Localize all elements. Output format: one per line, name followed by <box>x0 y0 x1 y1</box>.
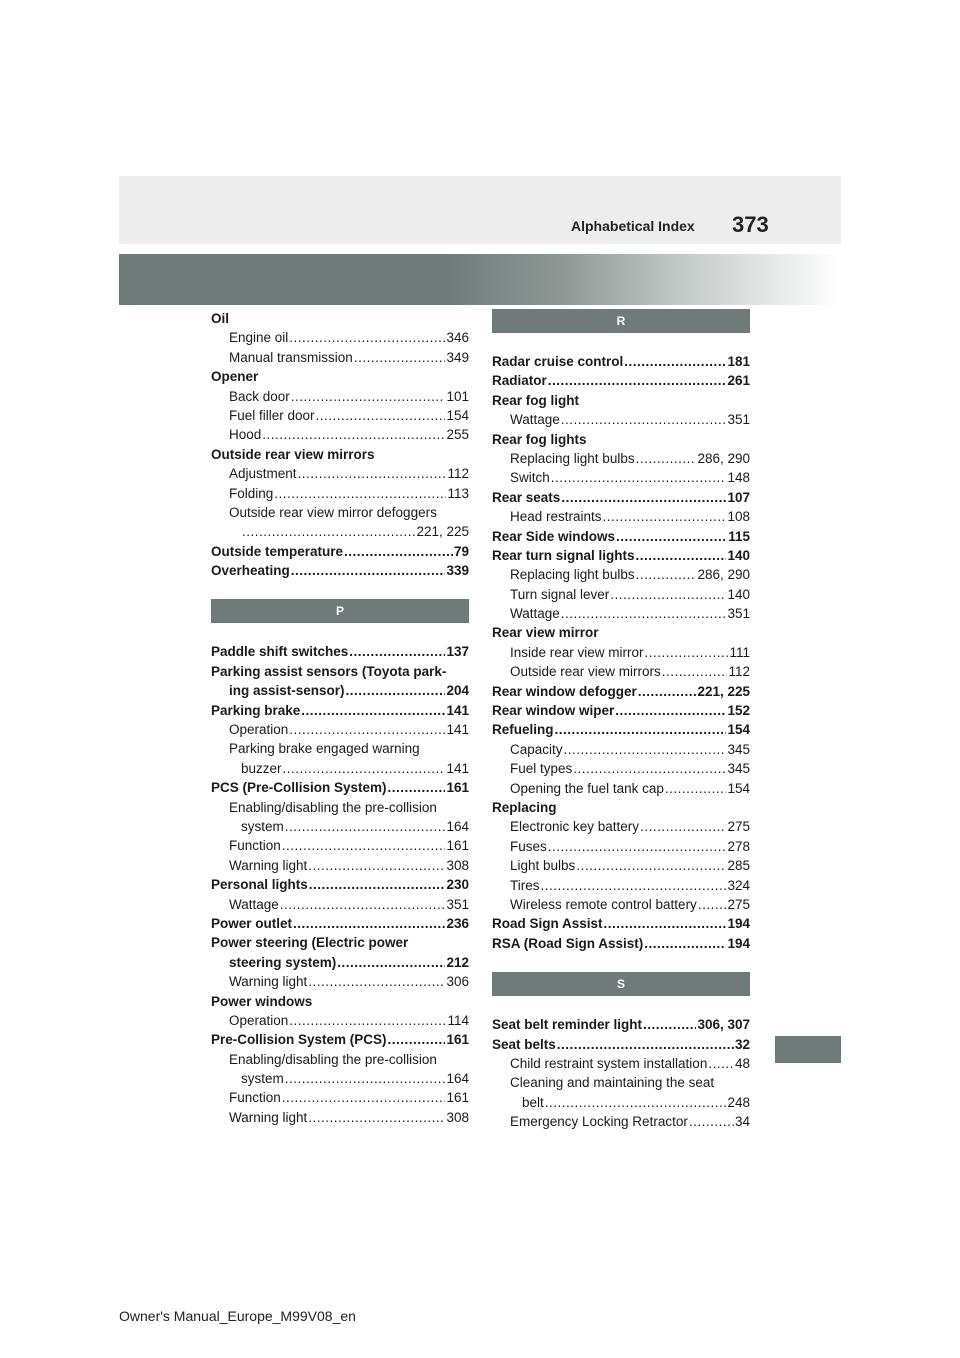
entry-label: Rear fog lights <box>492 431 587 447</box>
index-entry <box>492 527 750 546</box>
entry-page-number[interactable]: 48 <box>734 1055 750 1071</box>
leader-dots <box>280 895 446 914</box>
entry-page-number[interactable]: 34 <box>734 1114 750 1130</box>
footer-text: Owner's Manual_Europe_M99V08_en <box>119 1308 356 1324</box>
leader-dots <box>289 720 445 739</box>
index-entry <box>211 328 469 347</box>
entry-page-number[interactable]: 221, 225 <box>416 524 469 540</box>
entry-label: RSA (Road Sign Assist) <box>492 935 644 951</box>
index-entry <box>492 817 750 836</box>
entry-label: Oil <box>211 311 230 326</box>
entry-label: Head restraints <box>510 509 602 525</box>
entry-page-number[interactable]: 308 <box>446 1109 469 1125</box>
entry-page-number[interactable]: 113 <box>447 485 469 501</box>
entry-label: Outside rear view mirrors <box>211 446 375 462</box>
entry-label: Seat belts <box>492 1036 556 1052</box>
entry-page-number[interactable]: 141 <box>446 760 469 776</box>
entry-label: Outside rear view mirror defoggers <box>229 504 437 520</box>
leader-dots <box>564 740 727 759</box>
entry-page-number[interactable]: 152 <box>727 703 750 719</box>
leader-dots <box>643 1015 696 1034</box>
entry-label: Inside rear view mirror <box>510 644 644 660</box>
leader-dots <box>291 561 446 580</box>
leader-dots <box>282 1088 446 1107</box>
entry-label: Function <box>229 838 281 854</box>
leader-dots <box>354 348 446 367</box>
index-entry <box>492 488 750 507</box>
leader-dots <box>561 410 727 429</box>
entry-label: Manual transmission <box>229 349 353 365</box>
entry-page-number[interactable]: 324 <box>727 877 750 893</box>
entry-label: Replacing <box>492 799 557 815</box>
index-entry <box>211 972 469 991</box>
leader-dots <box>636 546 727 565</box>
index-entry <box>211 895 469 914</box>
entry-label: Parking brake engaged warning <box>229 741 420 757</box>
leader-dots <box>640 817 726 836</box>
index-entry <box>492 507 750 526</box>
entry-page-number[interactable]: 79 <box>453 543 469 559</box>
leader-dots <box>349 642 445 661</box>
index-entry <box>492 1093 750 1112</box>
entry-page-number[interactable]: 194 <box>727 916 750 932</box>
entry-page-number[interactable]: 148 <box>727 470 750 486</box>
entry-page-number[interactable]: 351 <box>446 896 469 912</box>
leader-dots <box>308 1108 445 1127</box>
entry-label: ing assist-sensor) <box>229 683 345 699</box>
entry-label: Enabling/disabling the pre-collision <box>229 799 437 815</box>
index-entry <box>211 992 469 1011</box>
entry-page-number[interactable]: 204 <box>446 683 469 699</box>
entry-label: PCS (Pre-Collision System) <box>211 780 387 796</box>
leader-dots <box>289 328 445 347</box>
entry-label: Turn signal lever <box>510 586 610 602</box>
leader-dots <box>561 604 727 623</box>
entry-label: Light bulbs <box>510 858 576 874</box>
entry-label: Wattage <box>510 606 560 622</box>
entry-label: Radiator <box>492 373 547 389</box>
leader-dots <box>285 817 446 836</box>
leader-dots <box>541 876 727 895</box>
leader-dots <box>262 425 445 444</box>
entry-label: Fuses <box>510 838 547 854</box>
spacer <box>211 580 469 599</box>
entry-label: buzzer <box>241 760 282 776</box>
index-entry <box>492 895 750 914</box>
entry-page-number[interactable]: 345 <box>727 761 750 777</box>
entry-page-number[interactable]: 161 <box>446 780 469 796</box>
entry-page-number[interactable]: 278 <box>727 838 750 854</box>
leader-dots <box>388 1030 446 1049</box>
index-entry <box>211 1011 469 1030</box>
leader-dots <box>309 875 446 894</box>
index-entry <box>211 406 469 425</box>
index-entry <box>211 914 469 933</box>
leader-dots <box>557 1035 734 1054</box>
entry-label: Warning light <box>229 1109 308 1125</box>
leader-dots <box>636 449 697 468</box>
index-entry <box>211 503 469 522</box>
section-heading: P <box>211 599 469 623</box>
index-entry <box>492 1054 750 1073</box>
entry-label: Outside temperature <box>211 543 344 559</box>
entry-label: Switch <box>510 470 550 486</box>
index-entry <box>211 1088 469 1107</box>
index-entry <box>211 817 469 836</box>
index-entry <box>211 1069 469 1088</box>
entry-page-number[interactable]: 221, 225 <box>697 683 750 699</box>
index-entry <box>492 623 750 642</box>
spacer <box>211 623 469 642</box>
leader-dots <box>638 682 697 701</box>
entry-label: Replacing light bulbs <box>510 450 635 466</box>
entry-label: Paddle shift switches <box>211 644 349 660</box>
entry-label: Tires <box>510 877 540 893</box>
entry-page-number[interactable]: 154 <box>727 722 750 738</box>
entry-label: Hood <box>229 427 262 443</box>
leader-dots <box>645 643 729 662</box>
entry-page-number[interactable]: 194 <box>727 935 750 951</box>
leader-dots <box>344 542 453 561</box>
index-entry <box>492 449 750 468</box>
entry-page-number[interactable]: 351 <box>727 606 750 622</box>
index-entry <box>492 934 750 953</box>
entry-page-number[interactable]: 286, 290 <box>697 567 750 583</box>
index-entry <box>492 585 750 604</box>
entry-page-number[interactable]: 255 <box>446 427 469 443</box>
leader-dots <box>291 387 446 406</box>
entry-page-number[interactable]: 230 <box>446 877 469 893</box>
entry-label: Wireless remote control battery <box>510 896 697 912</box>
index-entry <box>492 352 750 371</box>
entry-label: Adjustment <box>229 466 297 482</box>
index-entry <box>211 542 469 561</box>
leader-dots <box>289 1011 446 1030</box>
entry-page-number[interactable]: 275 <box>727 819 750 835</box>
entry-page-number[interactable]: 141 <box>446 702 469 718</box>
chapter-tab <box>775 1036 841 1063</box>
entry-label: Wattage <box>229 896 279 912</box>
entry-label: Rear window wiper <box>492 703 615 719</box>
entry-label: Radar cruise control <box>492 354 624 369</box>
spacer <box>492 333 750 352</box>
entry-page-number[interactable]: 107 <box>727 489 750 505</box>
index-entry <box>492 546 750 565</box>
entry-label: Child restraint system installation <box>510 1055 708 1071</box>
entry-label: Operation <box>229 1012 289 1028</box>
entry-page-number[interactable]: 346 <box>446 330 469 346</box>
spacer <box>492 996 750 1015</box>
entry-label: Enabling/disabling the pre-collision <box>229 1051 437 1067</box>
leader-dots <box>388 778 446 797</box>
index-entry <box>211 798 469 817</box>
leader-dots <box>610 585 726 604</box>
entry-label: steering system) <box>229 954 337 970</box>
index-entry <box>492 914 750 933</box>
entry-page-number[interactable]: 286, 290 <box>697 450 750 466</box>
entry-label: Refueling <box>492 722 554 738</box>
entry-label: Rear Side windows <box>492 528 616 544</box>
leader-dots <box>298 464 447 483</box>
index-entry <box>211 445 469 464</box>
entry-label: Overheating <box>211 563 290 579</box>
index-entry <box>211 522 469 541</box>
entry-page-number[interactable]: 32 <box>734 1036 750 1052</box>
index-entry <box>211 953 469 972</box>
index-entry <box>492 1015 750 1034</box>
index-entry <box>211 759 469 778</box>
leader-dots <box>576 856 726 875</box>
index-entry <box>492 798 750 817</box>
index-entry <box>211 1108 469 1127</box>
index-entry <box>211 856 469 875</box>
entry-label: Back door <box>229 388 290 404</box>
leader-dots <box>615 701 726 720</box>
entry-page-number[interactable]: 108 <box>727 509 750 525</box>
entry-label: Opener <box>211 369 259 385</box>
index-entry <box>211 484 469 503</box>
entry-label: Replacing light bulbs <box>510 567 635 583</box>
leader-dots <box>573 759 726 778</box>
entry-page-number[interactable]: 101 <box>446 388 469 404</box>
index-entry <box>492 430 750 449</box>
entry-label: Rear seats <box>492 489 561 505</box>
entry-page-number[interactable]: 141 <box>446 722 469 738</box>
leader-dots <box>561 488 726 507</box>
index-entry <box>211 836 469 855</box>
entry-page-number[interactable]: 212 <box>446 954 469 970</box>
leader-dots <box>285 1069 446 1088</box>
entry-label: Parking assist sensors (Toyota park- <box>211 663 447 679</box>
entry-label: Rear window defogger <box>492 683 637 699</box>
entry-label: Rear fog light <box>492 392 579 408</box>
entry-label: system <box>241 818 284 834</box>
index-entry <box>492 643 750 662</box>
entry-label: Fuel filler door <box>229 407 315 423</box>
entry-page-number[interactable]: 275 <box>727 896 750 912</box>
decorative-band <box>119 254 841 305</box>
entry-label: Road Sign Assist <box>492 916 603 932</box>
leader-dots <box>555 720 727 739</box>
entry-label: Engine oil <box>229 330 289 346</box>
leader-dots <box>548 371 727 390</box>
entry-label: Rear view mirror <box>492 625 599 641</box>
leader-dots <box>301 701 445 720</box>
leader-dots <box>242 522 415 541</box>
entry-page-number[interactable]: 161 <box>446 1032 469 1048</box>
index-entry <box>492 876 750 895</box>
leader-dots <box>624 352 726 371</box>
index-entry <box>211 875 469 894</box>
entry-page-number[interactable]: 154 <box>727 780 750 796</box>
leader-dots <box>644 934 726 953</box>
entry-page-number[interactable]: 339 <box>446 563 469 579</box>
entry-page-number[interactable]: 306, 307 <box>697 1017 750 1033</box>
index-entry <box>211 1030 469 1049</box>
entry-page-number[interactable]: 137 <box>446 644 469 660</box>
leader-dots <box>604 914 727 933</box>
leader-dots <box>636 565 697 584</box>
entry-label: Power steering (Electric power <box>211 935 409 951</box>
entry-page-number[interactable]: 112 <box>728 664 750 680</box>
entry-label: Opening the fuel tank cap <box>510 780 664 796</box>
index-entry <box>492 468 750 487</box>
entry-page-number[interactable]: 112 <box>447 466 469 482</box>
index-entry <box>211 387 469 406</box>
entry-page-number[interactable]: 236 <box>446 915 469 931</box>
entry-label: Operation <box>229 722 289 738</box>
index-entry <box>492 759 750 778</box>
entry-page-number[interactable]: 154 <box>446 407 469 423</box>
leader-dots <box>662 662 728 681</box>
leader-dots <box>346 681 446 700</box>
index-entry <box>492 701 750 720</box>
entry-page-number[interactable]: 140 <box>727 547 750 563</box>
leader-dots <box>545 1093 727 1112</box>
entry-label: Wattage <box>510 412 560 428</box>
entry-label: Capacity <box>510 741 563 757</box>
index-entry <box>211 561 469 580</box>
entry-page-number[interactable]: 285 <box>727 858 750 874</box>
entry-page-number[interactable]: 161 <box>446 838 469 854</box>
leader-dots <box>603 507 727 526</box>
entry-page-number[interactable]: 351 <box>727 412 750 428</box>
entry-page-number[interactable]: 164 <box>446 818 469 834</box>
index-entry <box>492 391 750 410</box>
entry-label: Function <box>229 1090 281 1106</box>
index-entry <box>211 681 469 700</box>
spacer <box>492 953 750 972</box>
index-entry <box>211 739 469 758</box>
leader-dots <box>282 836 446 855</box>
leader-dots <box>308 856 445 875</box>
leader-dots <box>616 527 727 546</box>
index-entry <box>492 604 750 623</box>
leader-dots <box>665 779 727 798</box>
entry-label: Fuel types <box>510 761 573 777</box>
index-entry <box>492 565 750 584</box>
leader-dots <box>274 484 446 503</box>
leader-dots <box>283 759 446 778</box>
entry-page-number[interactable]: 349 <box>446 349 469 365</box>
leader-dots <box>337 953 445 972</box>
index-entry <box>211 778 469 797</box>
entry-label: Seat belt reminder light <box>492 1017 643 1033</box>
entry-page-number[interactable]: 111 <box>729 644 750 660</box>
index-entry <box>211 1050 469 1069</box>
entry-label: Outside rear view mirrors <box>510 664 661 680</box>
index-column-left <box>211 309 469 1127</box>
leader-dots <box>551 468 727 487</box>
entry-page-number[interactable]: 181 <box>727 354 750 369</box>
index-entry <box>492 1035 750 1054</box>
entry-page-number[interactable]: 140 <box>727 586 750 602</box>
entry-page-number[interactable]: 115 <box>728 528 750 544</box>
entry-label: Folding <box>229 485 274 501</box>
entry-page-number[interactable]: 248 <box>727 1094 750 1110</box>
leader-dots <box>698 895 727 914</box>
index-entry <box>492 740 750 759</box>
index-entry <box>211 367 469 386</box>
index-entry <box>492 720 750 739</box>
entry-page-number[interactable]: 306 <box>446 974 469 990</box>
section-heading: R <box>492 309 750 333</box>
index-entry <box>211 348 469 367</box>
index-entry <box>211 662 469 681</box>
entry-page-number[interactable]: 345 <box>727 741 750 757</box>
index-entry <box>492 410 750 429</box>
index-entry <box>211 642 469 661</box>
index-entry <box>492 1073 750 1092</box>
entry-label: Cleaning and maintaining the seat <box>510 1075 715 1091</box>
entry-label: Warning light <box>229 974 308 990</box>
entry-page-number[interactable]: 261 <box>727 373 750 389</box>
index-entry <box>492 1112 750 1131</box>
entry-label: system <box>241 1071 284 1087</box>
leader-dots <box>316 406 446 425</box>
index-entry <box>492 371 750 390</box>
leader-dots <box>293 914 445 933</box>
leader-dots <box>548 837 727 856</box>
entry-page-number[interactable]: 308 <box>446 857 469 873</box>
index-entry <box>211 425 469 444</box>
entry-label: Pre-Collision System (PCS) <box>211 1032 387 1048</box>
index-entry <box>211 933 469 952</box>
index-entry <box>492 779 750 798</box>
entry-label: Rear turn signal lights <box>492 547 635 563</box>
entry-label: belt <box>522 1094 544 1110</box>
entry-label: Parking brake <box>211 702 301 718</box>
leader-dots <box>708 1054 734 1073</box>
entry-label: Power outlet <box>211 915 293 931</box>
entry-page-number[interactable]: 114 <box>447 1012 469 1028</box>
index-entry <box>211 720 469 739</box>
entry-label: Warning light <box>229 857 308 873</box>
leader-dots <box>308 972 445 991</box>
index-entry <box>211 309 469 328</box>
page-title: Alphabetical Index <box>571 218 695 234</box>
index-entry <box>211 701 469 720</box>
entry-label: Personal lights <box>211 877 308 893</box>
index-entry <box>492 856 750 875</box>
index-entry <box>492 837 750 856</box>
section-heading: S <box>492 972 750 996</box>
entry-label: Emergency Locking Retractor <box>510 1114 688 1130</box>
index-entry <box>492 682 750 701</box>
entry-page-number[interactable]: 161 <box>446 1090 469 1106</box>
index-entry <box>211 464 469 483</box>
index-column-right <box>492 309 750 1131</box>
entry-label: Power windows <box>211 993 313 1009</box>
entry-label: Electronic key battery <box>510 819 640 835</box>
leader-dots <box>689 1112 734 1131</box>
entry-page-number[interactable]: 164 <box>446 1071 469 1087</box>
page-number: 373 <box>732 212 769 237</box>
index-entry <box>492 662 750 681</box>
